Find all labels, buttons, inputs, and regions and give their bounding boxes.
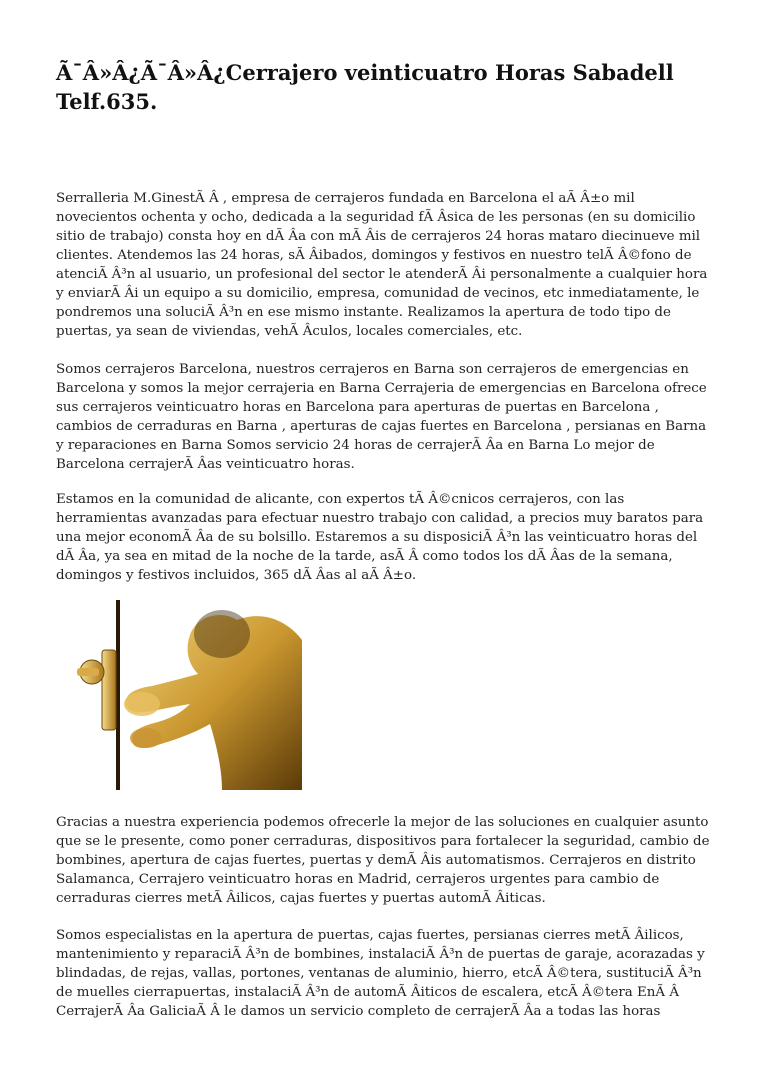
paragraph-specialists: Somos especialistas en la apertura de puertas, cajas fuertes, persianas cierres metÃ Âilicos, mantenimiento y reparaciÃ Â³n de bombines, instalaciÃ Â³n de puertas de garaje, acorazadas y blindadas, de rejas, vallas, portones, ventanas de aluminio, hierro, etcÃ Â©tera, sustituciÃ Â³n de muelles cierrapuertas, instalaciÃ Â³n de automÃ Âiticos de escalera, etcÃ Â©tera EnÃ Â CerrajerÃ Âa GaliciaÃ Â le damos un servicio completo de cerrajerÃ Âa a todas las horas xyxy=(56,928,705,1019)
paragraph-experience: Gracias a nuestra experiencia podemos ofrecerle la mejor de las soluciones en cualquier asunto que se le presente, como poner cerraduras, dispositivos para fortalecer la seguridad, cambio de bombines, apertura de cajas fuertes, puertas y demÃ Âis automatismos. Cerrajeros en distrito Salamanca, Cerrajero veinticuatro horas en Madrid, cerrajeros urgentes para cambio de cerraduras cierres metÃ Âilicos, cajas fuertes y puertas automÃ Âiticas. xyxy=(56,815,710,906)
door-edge xyxy=(116,600,120,790)
page-title: Ã¯Â»Â¿Ã¯Â»Â¿Cerrajero veinticuatro Horas Sabadell Telf.635. xyxy=(56,60,674,114)
paragraph-barcelona: Somos cerrajeros Barcelona, nuestros cerrajeros en Barna son cerrajeros de emergencias en Barcelona y somos la mejor cerrajeria en Barna Cerrajeria de emergencias en Barcelona ofrece sus cerrajeros veinticuatro horas en Barcelona para aperturas de puertas en Barcelona , cambios de cerraduras en Barna , aperturas de cajas fuertes en Barcelona , persianas en Barna y reparaciones en Barna Somos servicio 24 horas de cerrajerÃ Âa en Barna Lo mejor de Barcelona cerrajerÃ Âas veinticuatro horas. xyxy=(56,362,707,472)
hands xyxy=(124,692,160,716)
locksmith-illustration xyxy=(72,600,302,790)
paragraph-alicante: Estamos en la comunidad de alicante, con expertos tÃ Â©cnicos cerrajeros, con las herramientas avanzadas para efectuar nuestro trabajo con calidad, a precios muy baratos para una mejor economÃ Âa de su bolsillo. Estaremos a su disposiciÃ Â³n las veinticuatro horas del dÃ Âa, ya sea en mitad de la noche de la tarde, asÃ Â como todos los dÃ Âas de la semana, domingos y festivos incluidos, 365 dÃ Âas al aÃ Â±o. xyxy=(56,492,704,583)
lock-plate xyxy=(102,650,116,730)
paragraph-intro: Serralleria M.GinestÃ Â , empresa de cerrajeros fundada en Barcelona el aÃ Â±o mil novecientos ochenta y ocho, dedicada a la seguridad fÃ Âsica de les personas (en su domicilio sitio de trabajo) consta hoy en dÃ Âa con mÃ Âis de cerrajeros 24 horas mataro diecinueve mil clientes. Atendemos las 24 horas, sÃ Âibados, domingos y festivos en nuestro telÃ Â©fono de atenciÃ Â³n al usuario, un profesional del sector le atenderÃ Âi personalmente a cualquier hora y enviarÃ Âi un equipo a su domicilio, empresa, comunidad de vecinos, etc inmediatamente, le pondremos una soluciÃ Â³n en ese mismo instante. Realizamos la apertura de todo tipo de puertas, ya sean de viviendas, vehÃ Âculos, locales comerciales, etc. xyxy=(56,191,708,339)
